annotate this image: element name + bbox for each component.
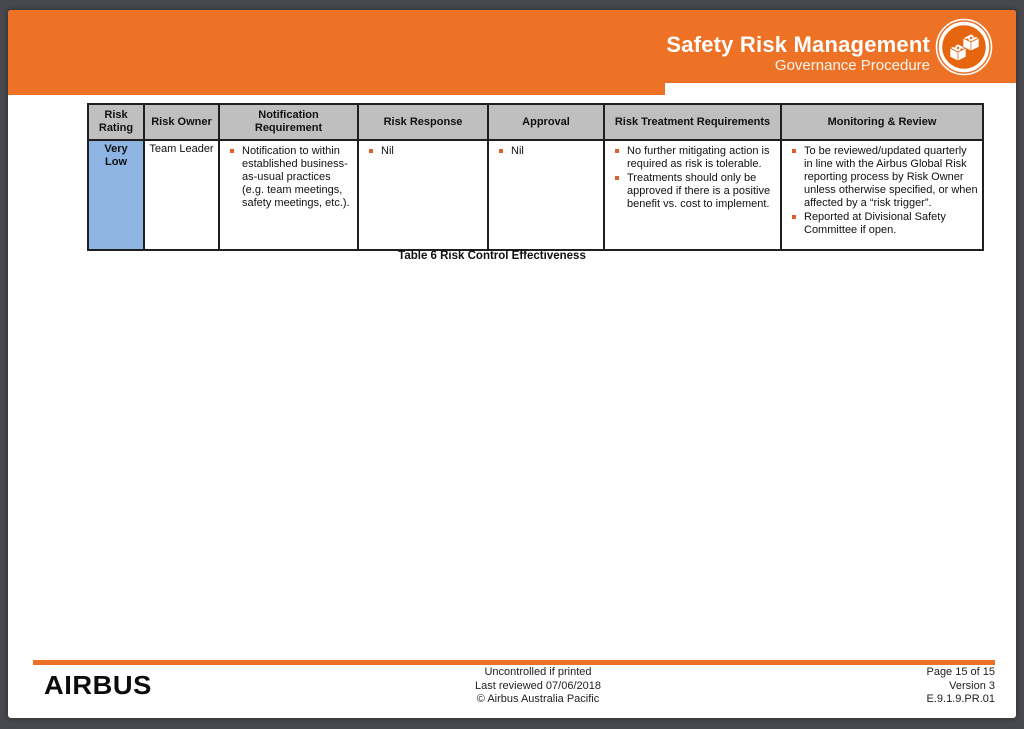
table-header-row [88,104,983,140]
dice-risk-icon [935,18,993,76]
table-caption: Table 6 Risk Control Effectiveness [398,250,586,262]
footer-center-block [312,666,764,707]
cell-notification-requirement [219,140,358,250]
col-header-risk-owner: Risk Owner [144,104,219,140]
bullet-item: Nil [381,145,483,158]
col-header-risk-rating: Risk Rating [88,104,144,140]
footer-right-block [795,666,995,707]
risk-control-table [87,103,984,251]
footer-page-number: Page 15 of 15 [926,666,995,678]
bullet-list [493,145,599,158]
footer-last-reviewed: Last reviewed 07/06/2018 [475,679,601,692]
cell-risk-response [358,140,488,250]
col-header-risk-treatment-requirements: Risk Treatment Requirements [604,104,781,140]
bullet-list [363,145,483,158]
bullet-item: Reported at Divisional Safety Committee if open. [804,211,978,237]
cell-risk-treatment-requirements [604,140,781,250]
bullet-list [786,145,978,237]
airbus-logo: AIRBUS [44,670,152,700]
footer-uncontrolled-note: Uncontrolled if printed [484,666,592,678]
header-title-block [666,32,930,75]
bullet-item: Treatments should only be approved if there is a positive benefit vs. cost to implement. [627,172,776,211]
col-header-risk-response: Risk Response [358,104,488,140]
cell-approval [488,140,604,250]
bullet-list [609,145,776,211]
bullet-item: No further mitigating action is required as risk is tolerable. [627,145,776,171]
cell-monitoring-review [781,140,983,250]
col-header-monitoring-review: Monitoring & Review [781,104,983,140]
col-header-approval: Approval [488,104,604,140]
bullet-item: To be reviewed/updated quarterly in line with the Airbus Global Risk reporting process by Risk Owner unless otherwise specified, or when affected by a “risk trigger”. [804,145,978,209]
bullet-item: Notification to within established business-as-usual practices (e.g. team meetings, safety meetings, etc.). [242,145,353,210]
header-banner-step [8,83,665,95]
footer-copyright: © Airbus Australia Pacific [476,693,600,705]
bullet-item: Nil [511,145,599,158]
footer-version: Version 3 [949,679,995,692]
cell-risk-owner: Team Leader [144,140,219,250]
page-title: Safety Risk Management [666,32,930,57]
cell-risk-rating: Very Low [88,140,144,250]
page-subtitle: Governance Procedure [774,57,930,74]
document-page [8,10,1016,718]
col-header-notification-requirement: Notification Requirement [219,104,358,140]
bullet-list [224,145,353,210]
footer-document-code: E.9.1.9.PR.01 [926,693,995,705]
table-row-very-low [88,140,983,250]
footer-divider [33,660,995,665]
